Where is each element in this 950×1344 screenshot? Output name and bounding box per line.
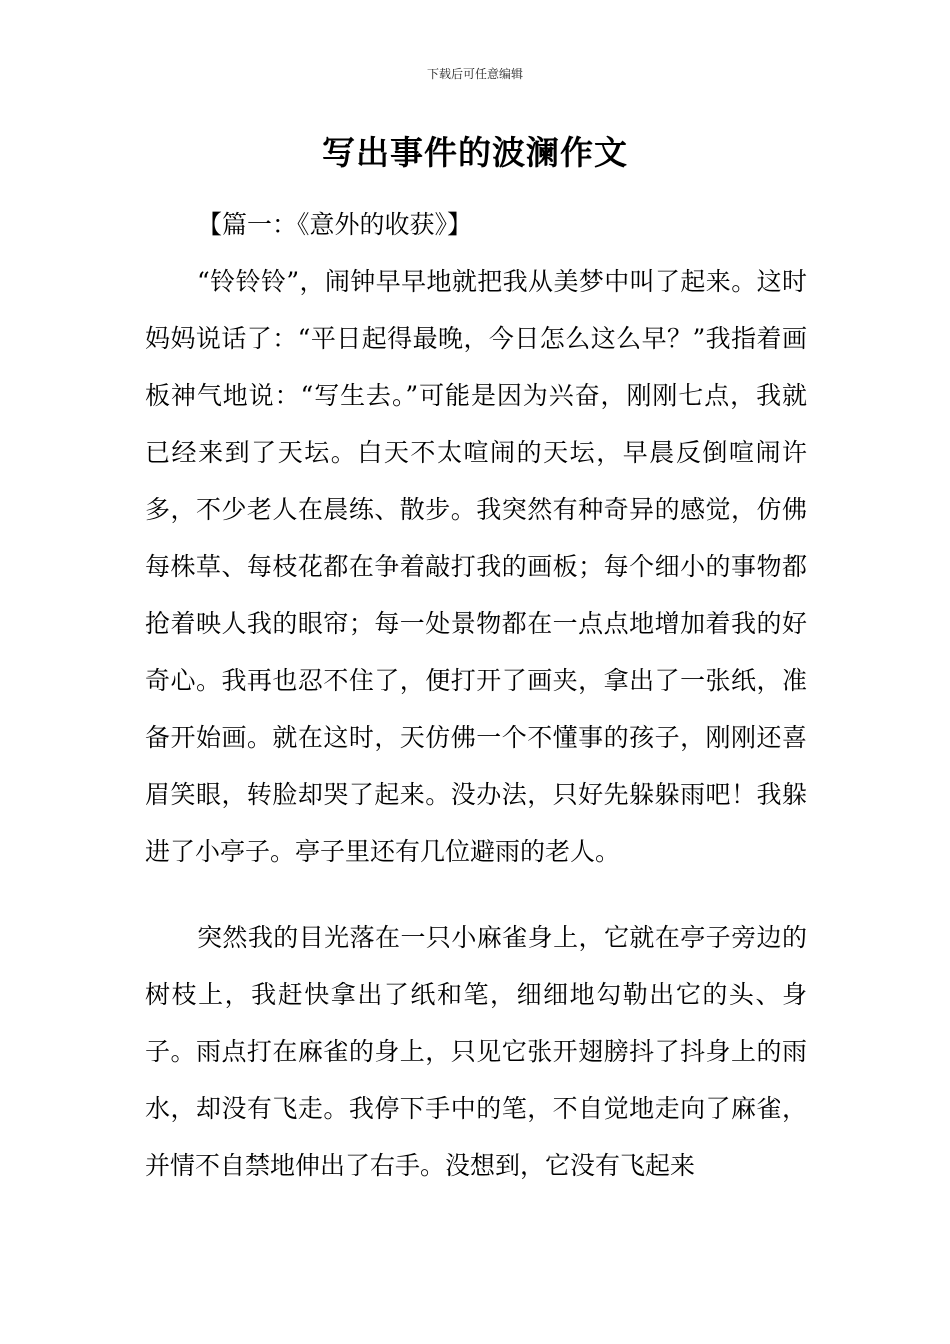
section-label: 【篇一：《意外的收获》】 bbox=[197, 210, 473, 239]
paragraph-1: “铃铃铃”，闹钟早早地就把我从美梦中叫了起来。这时妈妈说话了：“平日起得最晚，今日怎么这么早？”我指着画板神气地说：“写生去。”可能是因为兴奋，刚刚七点，我就已经来到了天坛。白天不太喧闹的天坛，早晨反倒喧闹许多，不少老人在晨练、散步。我突然有种奇异的感觉，仿佛每株草、每枝花都在争着敲打我的画板；每个细小的事物都抢着映人我的眼帘；每一处景物都在一点点地增加着我的好奇心。我再也忍不住了，便打开了画夹，拿出了一张纸，准备开始画。就在这时，天仿佛一个不懂事的孩子，刚刚还喜眉笑眼，转脸却哭了起来。没办法，只好先躲躲雨吧！我躲进了小亭子。亭子里还有几位避雨的老人。 bbox=[145, 267, 807, 866]
document-body bbox=[145, 196, 807, 1194]
header-note: 下载后可任意编辑 bbox=[426, 67, 523, 81]
paragraph-2: 突然我的目光落在一只小麻雀身上，它就在亭子旁边的树枝上，我赶快拿出了纸和笔，细细地勾勒出它的头、身子。雨点打在麻雀的身上，只见它张开翅膀抖了抖身上的雨水，却没有飞走。我停下手中的笔，不自觉地走向了麻雀，并情不自禁地伸出了右手。没想到，它没有飞起来 bbox=[145, 923, 807, 1180]
document-title: 写出事件的波澜作文 bbox=[322, 133, 628, 172]
